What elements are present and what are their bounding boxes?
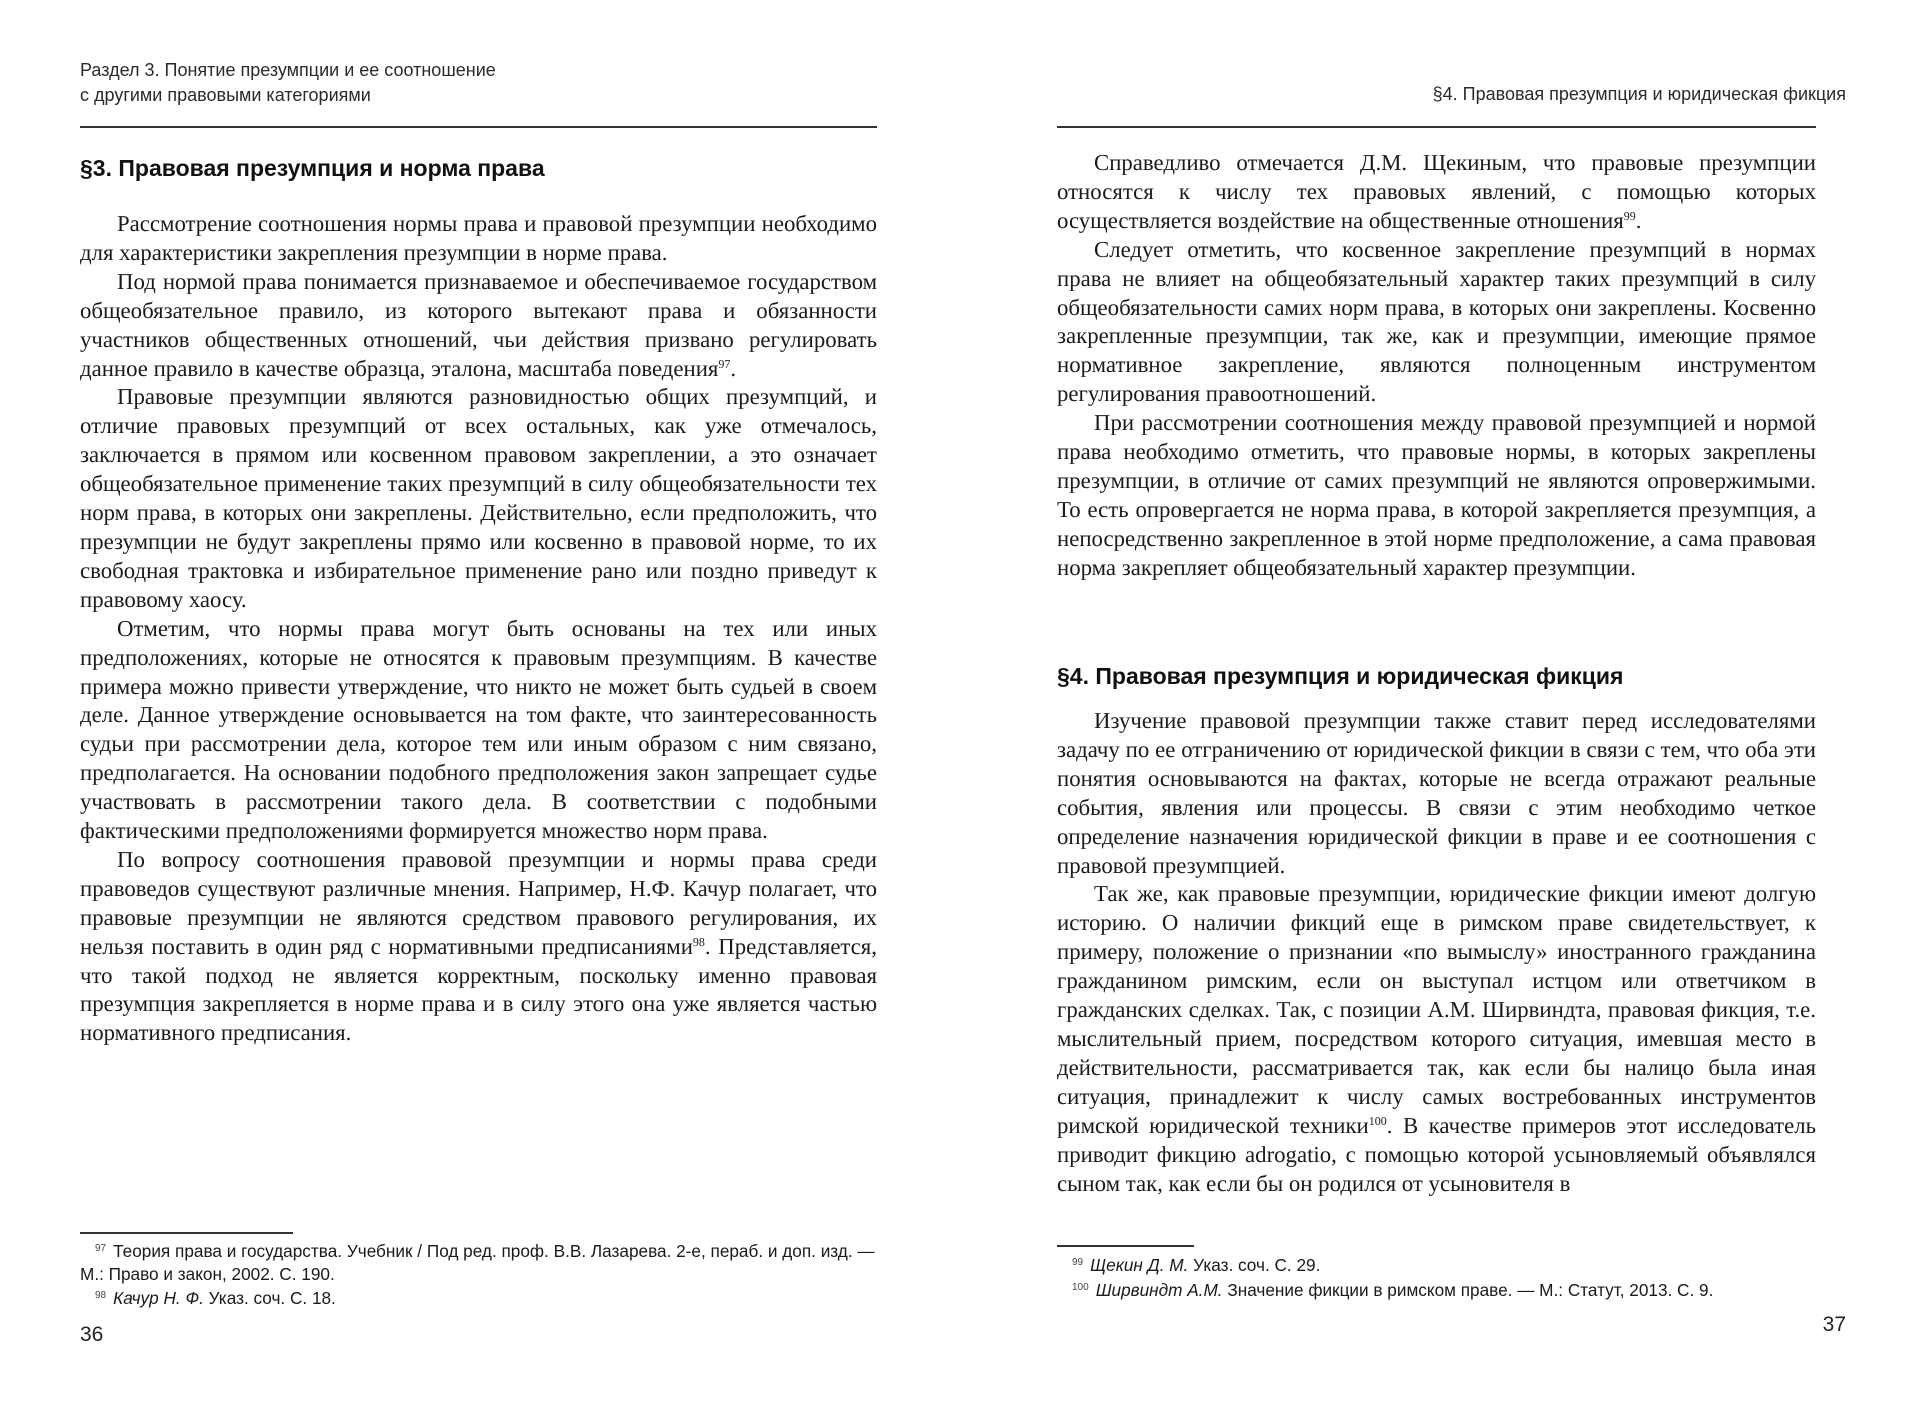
section-3-heading: §3. Правовая презумпция и норма права: [80, 155, 545, 181]
right-page: [963, 0, 1926, 1411]
section-4-heading: §4. Правовая презумпция и юридическая фикция: [1057, 663, 1624, 689]
paragraph: При рассмотрении соотношения между правовой презумпцией и нормой права необходимо отметить, что правовые нормы, в которых закреплены презумпции, в отличие от самих презумпций не являются опровержимыми. То есть опровергается не норма права, в которой закрепляется презумпция, а непосредственно закрепленное в этой норме предположение, а сама правовая норма закрепляет общеобязательный характер презумпции.: [1057, 410, 1816, 580]
footnote-98: $^{98}$ Качур Н. Ф. Указ. соч. С. 18.: [95, 1288, 336, 1308]
right-body-text-top: [1057, 149, 1816, 583]
footnote-100: $^{100}$ Ширвиндт А.М. Значение фикции в римском праве. — М.: Статут, 2013. С. 9.: [1072, 1279, 1714, 1300]
footnote-99: $^{99}$ Щекин Д. М. Указ. соч. С. 29.: [1072, 1255, 1321, 1275]
footnote-rule-left: [80, 1232, 293, 1234]
paragraph: Правовые презумпции являются разновидностью общих презумпций, и отличие правовых презумпций от всех остальных, как уже отмечалось, заключается в прямом или косвенном правовом закреплении, а это означает общеобязательное применение таких презумпций в силу общеобязательности тех норм права, в которых они закреплены. Действительно, если предположить, что презумпции не будут закреплены прямо или косвенно в правовой норме, то их свободная трактовка и избирательное применение рано или поздно приведут к правовому хаосу.: [80, 384, 877, 612]
paragraph: По вопросу соотношения правовой презумпции и нормы права среди правоведов существуют различные мнения. Например, Н.Ф. Качур полагает, что правовые презумпции не являются средством правового регулирования, их нельзя поставить в один ряд с нормативными предписаниями$^{98}$. Представляется, что такой подход не является корректным, поскольку именно правовая презумпция закрепляется в норме права и в силу этого она уже является частью нормативного предписания.: [80, 846, 877, 1046]
header-line-1: Раздел 3. Понятие презумпции и ее соотношение: [80, 60, 496, 80]
paragraph: Под нормой права понимается признаваемое и обеспечиваемое государством общеобязательное правило, из которого вытекают права и обязанности участников общественных отношений, чьи действия призвано регулировать данное правило в качестве образца, эталона, масштаба поведения$^{97}$.: [80, 268, 877, 381]
footnote-ref-99: 99: [1623, 208, 1636, 223]
paragraph: Справедливо отмечается Д.М. Щекиным, что правовые презумпции относятся к числу тех правовых явлений, с помощью которых осуществляется воздействие на общественные отношения$^{99}$.: [1057, 150, 1816, 233]
footnotes-left: [80, 1238, 877, 1310]
footnote-ref-98: 98: [692, 934, 705, 949]
footnote-rule-right: [1057, 1245, 1194, 1247]
paragraph: Отметим, что нормы права могут быть основаны на тех или иных предположениях, которые не относятся к правовым презумпциям. В качестве примера можно привести утверждение, что никто не может быть судьей в своем деле. Данное утверждение основывается на том факте, что заинтересованность судьи при рассмотрении дела, которое тем или иным образом с ним связано, предполагается. На основании подобного предположения закон запрещает судье участвовать в рассмотрении такого дела. В соответствии с подобными фактическими предположениями формируется множество норм права.: [80, 615, 877, 844]
page-number-left: 36: [80, 1323, 104, 1346]
paragraph: Так же, как правовые презумпции, юридические фикции имеют долгую историю. О наличии фикций еще в римском праве свидетельствует, к примеру, положение о признании «по вымыслу» иностранного гражданина гражданином римским, если он выступал истцом или ответчиком в гражданских сделках. Так, с позиции А.М. Ширвиндта, правовая фикция, т.е. мыслительный прием, посредством которого ситуация, имевшая место в действительности, рассматривается так, как если бы налицо была иная ситуация, принадлежит к числу самых востребованных инструментов римской юридической техники$^{100}$. В качестве примеров этот исследователь приводит фикцию adrogatio, с помощью которой усыновляемый объявлялся сыном так, как если бы он родился от усыновителя в: [1057, 881, 1816, 1196]
page-number-right: 37: [1822, 1313, 1846, 1336]
footnote-97: $^{97}$ Теория права и государства. Учебник / Под ред. проф. В.В. Лазарева. 2-е, пераб. и доп. изд. — М.: Право и закон, 2002. С. 190.: [80, 1241, 875, 1284]
right-body-text-bottom: [1057, 707, 1816, 1198]
footnotes-right: [1057, 1252, 1816, 1301]
header-rule-right: [1057, 126, 1816, 128]
left-body-text: [80, 210, 877, 1048]
footnote-ref-97: 97: [718, 356, 731, 371]
paragraph: Следует отметить, что косвенное закрепление презумпций в нормах права не влияет на общеобязательный характер таких презумпций в силу общеобязательности самих норм права, в которых они закреплены. Косвенно закрепленные презумпции, так же, как и презумпции, имеющие прямое нормативное закрепление, являются полноценным инструментом регулирования правоотношений.: [1057, 236, 1816, 407]
header-rule-left: [80, 126, 877, 128]
footnote-ref-100: 100: [1368, 1113, 1387, 1128]
running-header-right: §4. Правовая презумпция и юридическая фикция: [1432, 84, 1846, 104]
paragraph: Рассмотрение соотношения нормы права и правовой презумпции необходимо для характеристики закрепления презумпции в норме права.: [80, 211, 877, 265]
paragraph: Изучение правовой презумпции также ставит перед исследователями задачу по ее отграничению от юридической фикции в связи с тем, что оба эти понятия основываются на фактах, которые не всегда отражают реальные события, явления или процессы. В связи с этим необходимо четкое определение назначения юридической фикции в праве и ее соотношения с правовой презумпцией.: [1057, 708, 1816, 878]
running-header-left: [80, 58, 900, 108]
header-line-2: с другими правовыми категориями: [80, 85, 371, 105]
